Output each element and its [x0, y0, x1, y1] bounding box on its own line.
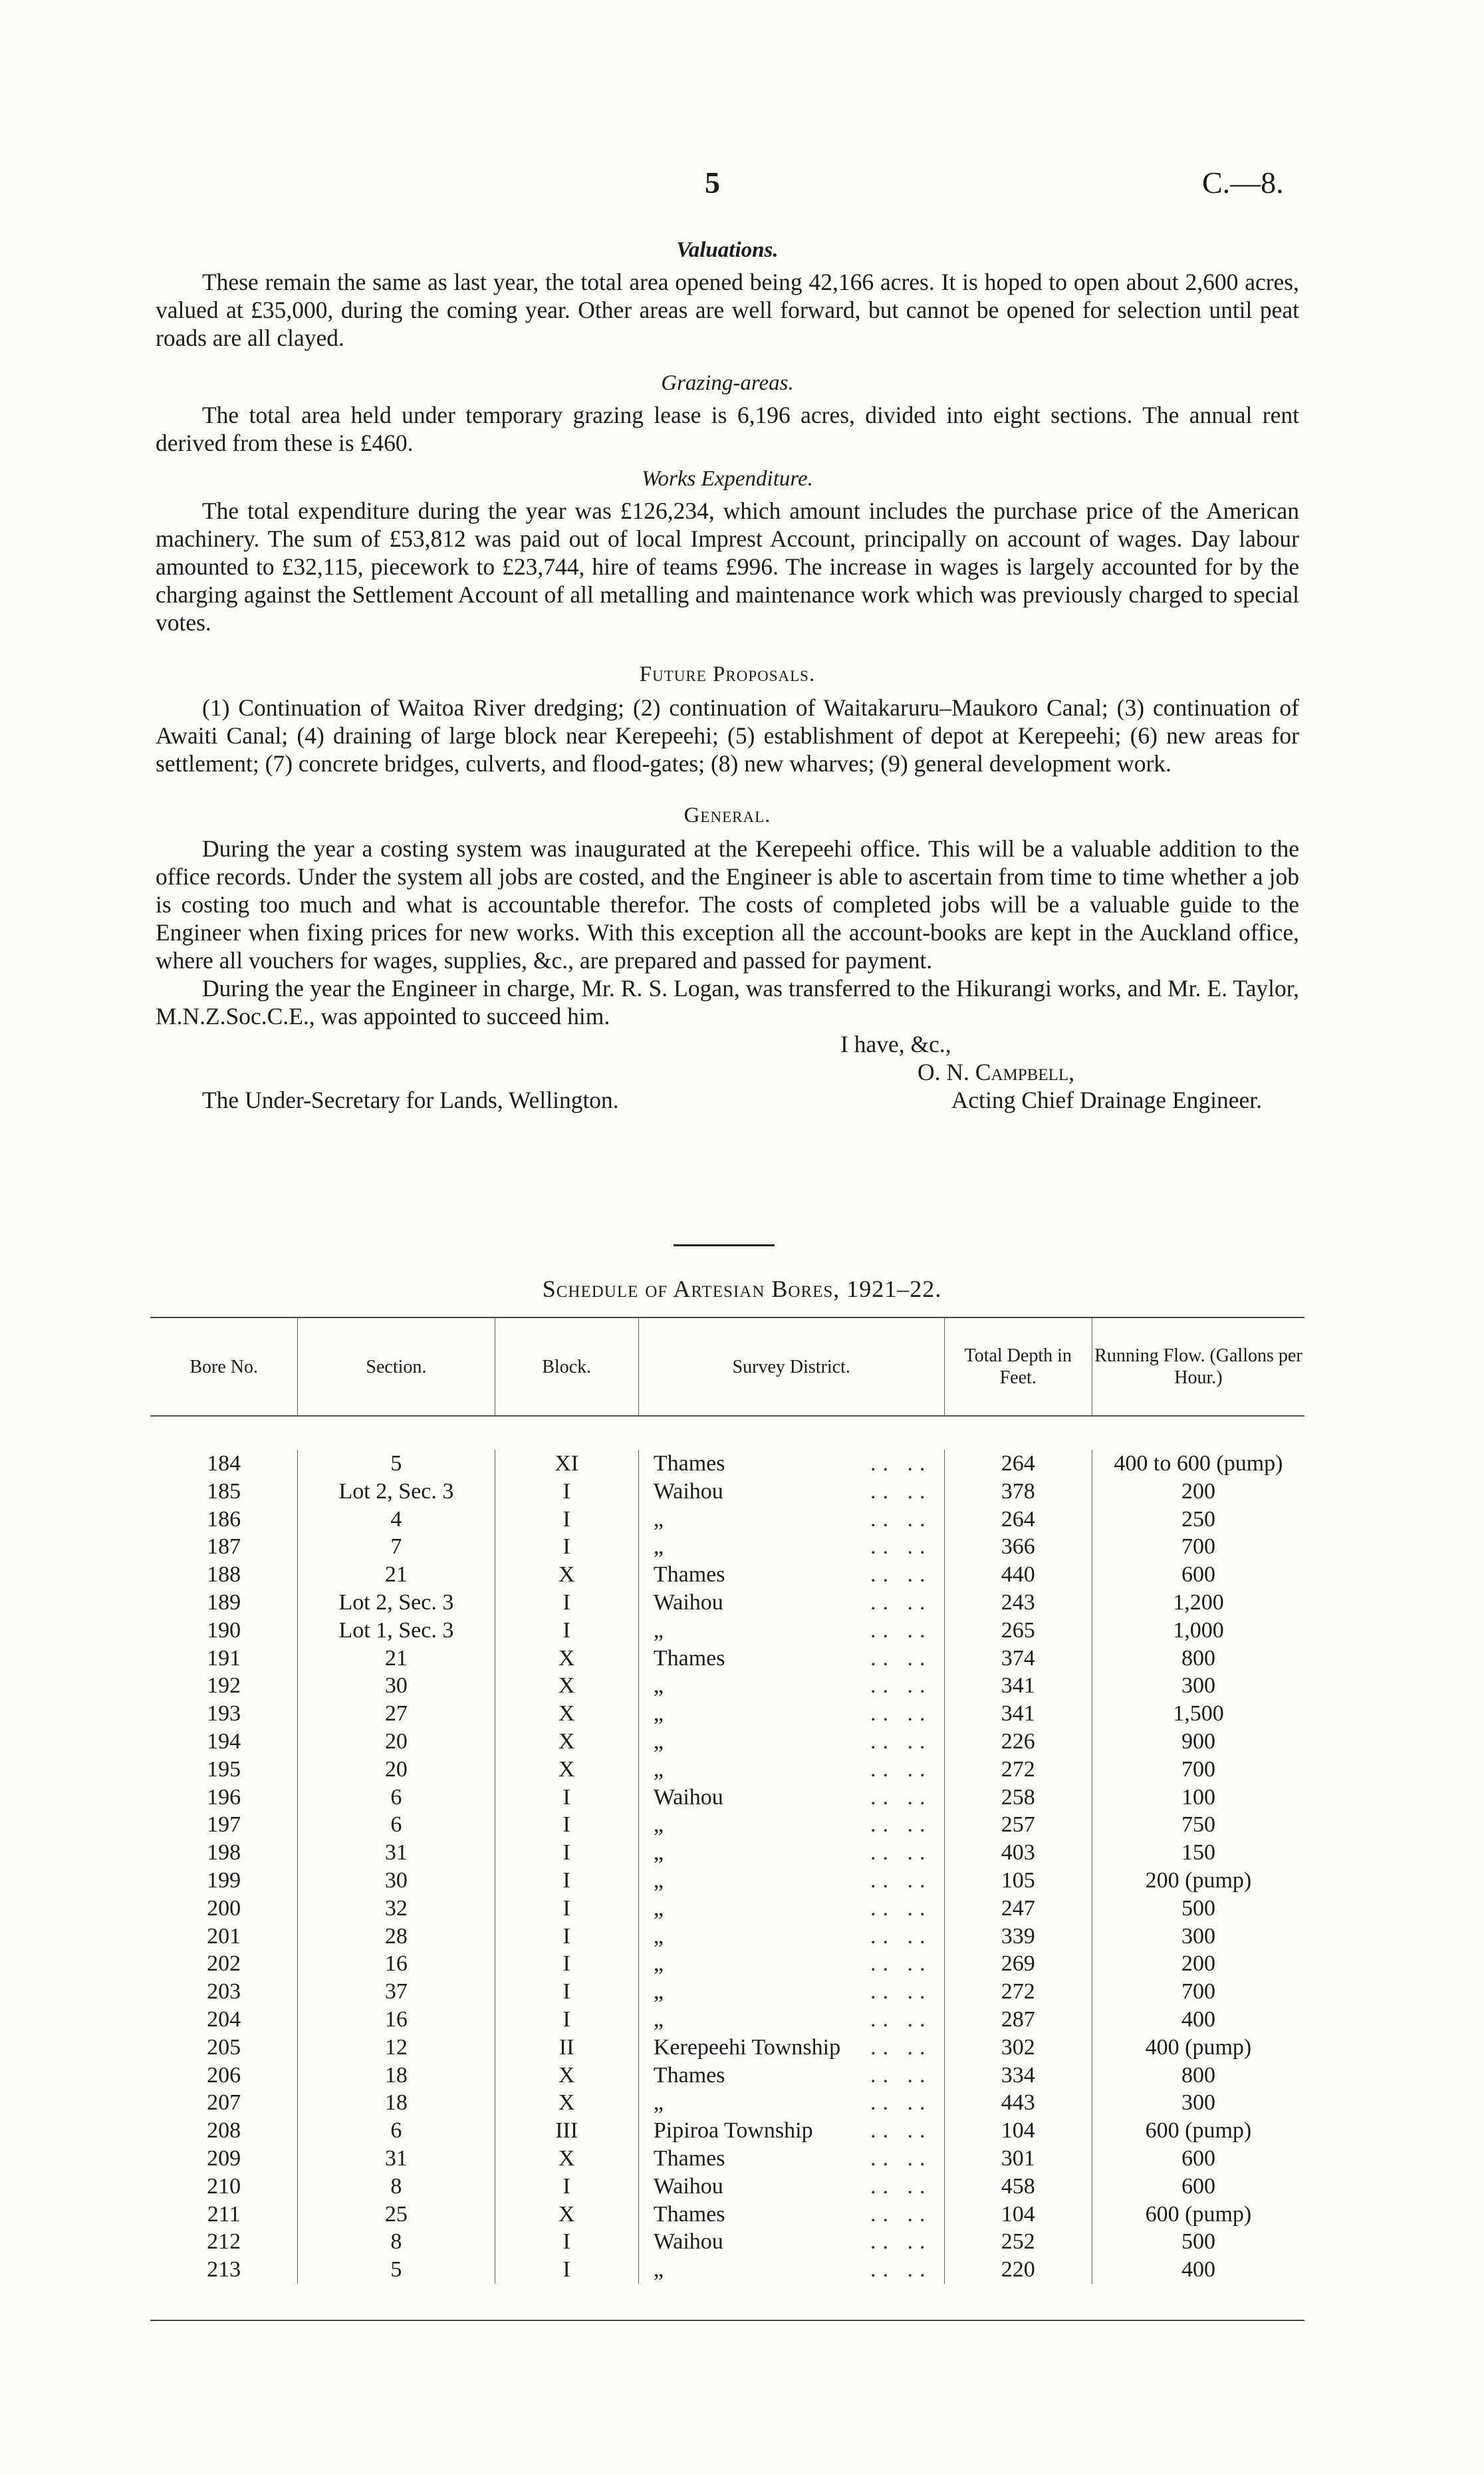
cell-depth: 258	[1001, 1784, 1035, 1810]
cell-block: I	[562, 1478, 570, 1504]
cell-section: 5	[390, 1451, 402, 1476]
district-name: „	[653, 1673, 664, 1699]
cell-block: X	[558, 1673, 575, 1699]
cell-district	[639, 1950, 944, 1978]
cell-block: I	[562, 1923, 570, 1949]
cell-flow: 300	[1181, 2090, 1215, 2116]
cell-section: Lot 2, Sec. 3	[338, 1589, 454, 1615]
leader-dots: .. ..	[870, 2062, 932, 2088]
cell-depth: 339	[1001, 1923, 1035, 1949]
cell-block: X	[558, 2090, 575, 2116]
leader-dots: .. ..	[870, 2118, 932, 2143]
cell-flow: 1,000	[1173, 1617, 1224, 1643]
district-name: „	[653, 2257, 664, 2282]
cell-section: 18	[384, 2090, 408, 2116]
leader-dots: .. ..	[870, 1840, 932, 1865]
cell-block: I	[562, 2229, 570, 2255]
cell-bore: 184	[207, 1451, 241, 1476]
cell-bore: 187	[207, 1534, 241, 1560]
cell-depth: 252	[1001, 2229, 1035, 2255]
cell-district	[639, 2117, 944, 2145]
district-name: Thames	[653, 2145, 725, 2171]
heading-grazing: Grazing-areas.	[661, 371, 794, 395]
cell-depth: 334	[1001, 2062, 1035, 2088]
cell-bore: 195	[207, 1756, 241, 1782]
district-name: „	[653, 1506, 664, 1532]
cell-flow: 700	[1181, 1979, 1215, 2004]
leader-dots: .. ..	[870, 1589, 932, 1615]
leader-dots: .. ..	[870, 2034, 932, 2060]
cell-block: X	[558, 2062, 575, 2088]
cell-flow: 500	[1181, 2229, 1215, 2255]
col-header-depth: Total Depth in Feet.	[945, 1318, 1092, 1415]
col-section	[298, 1450, 495, 2284]
cell-district	[639, 2201, 944, 2229]
cell-section: 32	[384, 1895, 408, 1921]
cell-section: Lot 1, Sec. 3	[338, 1617, 454, 1643]
cell-section: 6	[390, 1812, 402, 1838]
district-name: „	[653, 1701, 664, 1726]
cell-block: I	[562, 1534, 570, 1560]
cell-section: 21	[384, 1562, 408, 1587]
cell-flow: 100	[1181, 1784, 1215, 1810]
cell-flow: 300	[1181, 1673, 1215, 1699]
leader-dots: .. ..	[870, 1895, 932, 1921]
cell-block: I	[562, 1506, 570, 1532]
leader-dots: .. ..	[870, 1951, 932, 1977]
cell-district	[639, 1839, 944, 1867]
leader-dots: .. ..	[870, 1673, 932, 1699]
district-name: Waihou	[653, 1784, 723, 1810]
cell-district	[639, 1617, 944, 1645]
cell-flow: 1,200	[1173, 1589, 1224, 1615]
cell-block: I	[562, 1867, 570, 1893]
cell-flow: 150	[1181, 1840, 1215, 1865]
cell-bore: 213	[207, 2257, 241, 2282]
cell-district	[639, 2034, 944, 2062]
cell-bore: 201	[207, 1923, 241, 1949]
cell-section: Lot 2, Sec. 3	[338, 1478, 454, 1504]
cell-depth: 443	[1001, 2090, 1035, 2116]
cell-bore: 197	[207, 1812, 241, 1838]
cell-depth: 341	[1001, 1673, 1035, 1699]
cell-depth: 301	[1001, 2145, 1035, 2171]
cell-district	[639, 1672, 944, 1700]
cell-section: 31	[384, 2145, 408, 2171]
cell-district	[639, 2173, 944, 2201]
cell-flow: 800	[1181, 2062, 1215, 2088]
cell-section: 20	[384, 1728, 408, 1754]
col-bore	[150, 1450, 298, 2284]
para-works: The total expenditure during the year was £126,234, which amount includes the purchase price of the American machinery. The sum of £53,812 was paid out of local Imprest Account, principally on account of wages. Day labour amounted to £32,115, piecework to £23,744, hire of teams £996. The increase in wages is largely accounted for by the charging against the Settlement Account of all metalling and maintenance work which was previously charged to special votes.	[156, 497, 1299, 636]
col-block	[495, 1450, 639, 2284]
cell-section: 37	[384, 1979, 408, 2004]
district-name: Waihou	[653, 2173, 723, 2199]
cell-district	[639, 1728, 944, 1756]
leader-dots: .. ..	[870, 1867, 932, 1893]
cell-bore: 211	[207, 2201, 241, 2227]
cell-district	[639, 2256, 944, 2284]
cell-district	[639, 1978, 944, 2006]
cell-section: 30	[384, 1673, 408, 1699]
cell-depth: 104	[1001, 2118, 1035, 2143]
district-name: „	[653, 1728, 664, 1754]
table-header	[150, 1318, 1304, 1417]
leader-dots: .. ..	[870, 2201, 932, 2227]
district-name: Pipiroa Township	[653, 2118, 813, 2143]
cell-flow: 1,500	[1173, 1701, 1224, 1726]
leader-dots: .. ..	[870, 1756, 932, 1782]
cell-bore: 199	[207, 1867, 241, 1893]
district-name: Waihou	[653, 1589, 723, 1615]
leader-dots: .. ..	[870, 1728, 932, 1754]
cell-flow: 700	[1181, 1756, 1215, 1782]
cell-flow: 400 to 600 (pump)	[1114, 1451, 1283, 1476]
cell-block: I	[562, 2006, 570, 2032]
cell-bore: 198	[207, 1840, 241, 1865]
cell-depth: 247	[1001, 1895, 1035, 1921]
cell-bore: 209	[207, 2145, 241, 2171]
district-name: Thames	[653, 2201, 725, 2227]
cell-depth: 104	[1001, 2201, 1035, 2227]
cell-flow: 800	[1181, 1645, 1215, 1671]
cell-block: I	[562, 1895, 570, 1921]
district-name: Waihou	[653, 2229, 723, 2255]
cell-district	[639, 1784, 944, 1812]
district-name: „	[653, 1867, 664, 1893]
district-name: „	[653, 1617, 664, 1643]
cell-bore: 206	[207, 2062, 241, 2088]
cell-flow: 750	[1181, 1812, 1215, 1838]
cell-district	[639, 2089, 944, 2117]
cell-flow: 500	[1181, 1895, 1215, 1921]
heading-works: Works Expenditure.	[642, 467, 813, 491]
district-name: „	[653, 1923, 664, 1949]
cell-block: X	[558, 1701, 575, 1726]
cell-depth: 264	[1001, 1506, 1035, 1532]
table-body	[150, 1417, 1304, 2320]
cell-depth: 302	[1001, 2034, 1035, 2060]
leader-dots: .. ..	[870, 1617, 932, 1643]
heading-valuations: Valuations.	[676, 238, 779, 262]
cell-bore: 192	[207, 1673, 241, 1699]
cell-district	[639, 1506, 944, 1534]
signatory-title: Acting Chief Drainage Engineer.	[951, 1087, 1262, 1113]
cell-bore: 205	[207, 2034, 241, 2060]
cell-block: I	[562, 1979, 570, 2004]
district-name: „	[653, 2006, 664, 2032]
cell-bore: 210	[207, 2173, 241, 2199]
cell-section: 28	[384, 1923, 408, 1949]
leader-dots: .. ..	[870, 1451, 932, 1476]
cell-depth: 272	[1001, 1979, 1035, 2004]
cell-bore: 185	[207, 1478, 241, 1504]
col-depth	[945, 1450, 1092, 2284]
page-number: 5	[705, 166, 720, 200]
district-name: Thames	[653, 1645, 725, 1671]
cell-flow: 700	[1181, 1534, 1215, 1560]
cell-flow: 400 (pump)	[1145, 2034, 1252, 2060]
leader-dots: .. ..	[870, 2257, 932, 2282]
district-name: Thames	[653, 2062, 725, 2088]
cell-block: I	[562, 1812, 570, 1838]
cell-block: I	[562, 1784, 570, 1810]
cell-flow: 600	[1181, 2173, 1215, 2199]
district-name: „	[653, 1951, 664, 1977]
cell-flow: 600 (pump)	[1145, 2201, 1252, 2227]
cell-depth: 264	[1001, 1451, 1035, 1476]
cell-block: X	[558, 1645, 575, 1671]
cell-section: 8	[390, 2229, 402, 2255]
para-valuations: These remain the same as last year, the total area opened being 42,166 acres. It is hoped to open about 2,600 acres, valued at £35,000, during the coming year. Other areas are well forward, but cannot be opened for selection until peat roads are all clayed.	[156, 269, 1299, 351]
col-district	[639, 1450, 945, 2284]
cell-depth: 257	[1001, 1812, 1035, 1838]
cell-district	[639, 1811, 944, 1839]
cell-block: X	[558, 2145, 575, 2171]
cell-depth: 105	[1001, 1867, 1035, 1893]
cell-bore: 190	[207, 1617, 241, 1643]
cell-section: 12	[384, 2034, 408, 2060]
leader-dots: .. ..	[870, 2145, 932, 2171]
cell-section: 18	[384, 2062, 408, 2088]
cell-section: 6	[390, 2118, 402, 2143]
col-flow	[1092, 1450, 1304, 2284]
cell-depth: 440	[1001, 1562, 1035, 1587]
cell-flow: 600	[1181, 2145, 1215, 2171]
divider-rule	[674, 1244, 775, 1246]
cell-depth: 243	[1001, 1589, 1035, 1615]
cell-bore: 208	[207, 2118, 241, 2143]
cell-block: I	[562, 1951, 570, 1977]
district-name: Thames	[653, 1562, 725, 1587]
cell-section: 6	[390, 1784, 402, 1810]
schedule-title: Schedule of Artesian Bores, 1921–22.	[542, 1276, 942, 1302]
cell-section: 30	[384, 1867, 408, 1893]
cell-section: 8	[390, 2173, 402, 2199]
document-reference: C.—8.	[1202, 166, 1284, 200]
cell-district	[639, 2145, 944, 2173]
cell-bore: 204	[207, 2006, 241, 2032]
cell-block: I	[562, 2173, 570, 2199]
cell-bore: 188	[207, 1562, 241, 1587]
district-name: „	[653, 1534, 664, 1560]
cell-flow: 200	[1181, 1951, 1215, 1977]
cell-bore: 200	[207, 1895, 241, 1921]
cell-depth: 341	[1001, 1701, 1035, 1726]
col-header-section: Section.	[298, 1318, 495, 1415]
cell-district	[639, 2228, 944, 2256]
heading-general: General.	[683, 803, 771, 827]
col-header-flow: Running Flow. (Gallons per Hour.)	[1094, 1345, 1302, 1388]
cell-block: X	[558, 2201, 575, 2227]
cell-section: 16	[384, 2006, 408, 2032]
district-name: „	[653, 1812, 664, 1838]
cell-depth: 265	[1001, 1617, 1035, 1643]
cell-block: X	[558, 1562, 575, 1587]
district-name: „	[653, 1756, 664, 1782]
cell-district	[639, 1923, 944, 1951]
body-text	[156, 236, 1299, 1114]
leader-dots: .. ..	[870, 1812, 932, 1838]
leader-dots: .. ..	[870, 2090, 932, 2116]
cell-block: I	[562, 1617, 570, 1643]
cell-depth: 378	[1001, 1478, 1035, 1504]
cell-depth: 220	[1001, 2257, 1035, 2282]
cell-bore: 202	[207, 1951, 241, 1977]
heading-future: Future Proposals.	[639, 662, 816, 686]
cell-depth: 269	[1001, 1951, 1035, 1977]
cell-district	[639, 1450, 944, 1478]
district-name: „	[653, 1979, 664, 2004]
cell-block: I	[562, 1840, 570, 1865]
cell-district	[639, 1533, 944, 1561]
cell-block: II	[558, 2034, 574, 2060]
bores-table	[150, 1317, 1304, 2321]
cell-depth: 366	[1001, 1534, 1035, 1560]
leader-dots: .. ..	[870, 1701, 932, 1726]
cell-flow: 600 (pump)	[1145, 2118, 1252, 2143]
cell-bore: 203	[207, 1979, 241, 2004]
cell-flow: 250	[1181, 1506, 1215, 1532]
cell-district	[639, 1867, 944, 1895]
leader-dots: .. ..	[870, 2229, 932, 2255]
col-header-district: Survey District.	[639, 1318, 945, 1415]
cell-flow: 400	[1181, 2006, 1215, 2032]
para-grazing: The total area held under temporary grazing lease is 6,196 acres, divided into eight sections. The annual rent derived from these is £460.	[156, 402, 1299, 456]
district-name: „	[653, 1840, 664, 1865]
cell-section: 16	[384, 1951, 408, 1977]
cell-flow: 600	[1181, 1562, 1215, 1587]
cell-depth: 226	[1001, 1728, 1035, 1754]
district-name: Thames	[653, 1451, 725, 1476]
district-name: „	[653, 1895, 664, 1921]
leader-dots: .. ..	[870, 1979, 932, 2004]
district-name: „	[653, 2090, 664, 2116]
cell-block: III	[555, 2118, 578, 2143]
cell-depth: 272	[1001, 1756, 1035, 1782]
leader-dots: .. ..	[870, 1784, 932, 1810]
cell-bore: 189	[207, 1589, 241, 1615]
cell-flow: 200	[1181, 1478, 1215, 1504]
district-name: Kerepeehi Township	[653, 2034, 841, 2060]
leader-dots: .. ..	[870, 1645, 932, 1671]
cell-district	[639, 2006, 944, 2034]
cell-block: XI	[555, 1451, 579, 1476]
cell-district	[639, 1756, 944, 1784]
leader-dots: .. ..	[870, 1562, 932, 1587]
cell-bore: 194	[207, 1728, 241, 1754]
cell-depth: 374	[1001, 1645, 1035, 1671]
para-general-2: During the year the Engineer in charge, Mr. R. S. Logan, was transferred to the Hikurangi works, and Mr. E. Taylor, M.N.Z.Soc.C.E., was appointed to succeed him.	[156, 975, 1299, 1030]
cell-flow: 200 (pump)	[1145, 1867, 1252, 1893]
cell-district	[639, 1895, 944, 1923]
cell-section: 21	[384, 1645, 408, 1671]
para-future: (1) Continuation of Waitoa River dredging; (2) continuation of Waitakaruru–Maukoro Canal; (3) continuation of Awaiti Canal; (4) draining of large block near Kerepeehi; (5) establishment of depot at Kerepeehi; (6) new areas for settlement; (7) concrete bridges, culverts, and flood-gates; (8) new wharves; (9) general development work.	[156, 694, 1299, 777]
cell-block: X	[558, 1728, 575, 1754]
cell-district	[639, 1645, 944, 1673]
cell-district	[639, 1589, 944, 1617]
cell-depth: 458	[1001, 2173, 1035, 2199]
cell-depth: 403	[1001, 1840, 1035, 1865]
cell-bore: 207	[207, 2090, 241, 2116]
cell-bore: 212	[207, 2229, 241, 2255]
cell-flow: 400	[1181, 2257, 1215, 2282]
cell-flow: 900	[1181, 1728, 1215, 1754]
cell-district	[639, 2062, 944, 2090]
cell-section: 5	[390, 2257, 402, 2282]
leader-dots: .. ..	[870, 2173, 932, 2199]
leader-dots: .. ..	[870, 1923, 932, 1949]
cell-block: X	[558, 1756, 575, 1782]
signatory-name: O. N. Campbell,	[918, 1059, 1075, 1085]
leader-dots: .. ..	[870, 1506, 932, 1532]
cell-district	[639, 1700, 944, 1728]
cell-section: 27	[384, 1701, 408, 1726]
cell-bore: 196	[207, 1784, 241, 1810]
cell-section: 25	[384, 2201, 408, 2227]
addressee: The Under-Secretary for Lands, Wellington.	[202, 1087, 619, 1113]
leader-dots: .. ..	[870, 2006, 932, 2032]
cell-bore: 193	[207, 1701, 241, 1726]
cell-section: 31	[384, 1840, 408, 1865]
cell-bore: 191	[207, 1645, 241, 1671]
cell-block: I	[562, 2257, 570, 2282]
cell-district	[639, 1561, 944, 1589]
cell-bore: 186	[207, 1506, 241, 1532]
leader-dots: .. ..	[870, 1478, 932, 1504]
para-general-1: During the year a costing system was inaugurated at the Kerepeehi office. This will be a valuable addition to the office records. Under the system all jobs are costed, and the Engineer is able to ascertain from time to time whether a job is costing too much and what is accountable therefor. The costs of completed jobs will be a valuable guide to the Engineer when fixing prices for new works. With this exception all the account-books are kept in the Auckland office, where all vouchers for wages, supplies, &c., are prepared and passed for payment.	[156, 835, 1299, 974]
closing: I have, &c.,	[840, 1031, 951, 1057]
col-header-bore: Bore No.	[150, 1318, 298, 1415]
cell-section: 20	[384, 1756, 408, 1782]
cell-flow: 300	[1181, 1923, 1215, 1949]
district-name: Waihou	[653, 1478, 723, 1504]
cell-depth: 287	[1001, 2006, 1035, 2032]
cell-section: 4	[390, 1506, 402, 1532]
cell-section: 7	[390, 1534, 402, 1560]
col-header-block: Block.	[495, 1318, 639, 1415]
cell-block: I	[562, 1589, 570, 1615]
leader-dots: .. ..	[870, 1534, 932, 1560]
cell-district	[639, 1478, 944, 1506]
